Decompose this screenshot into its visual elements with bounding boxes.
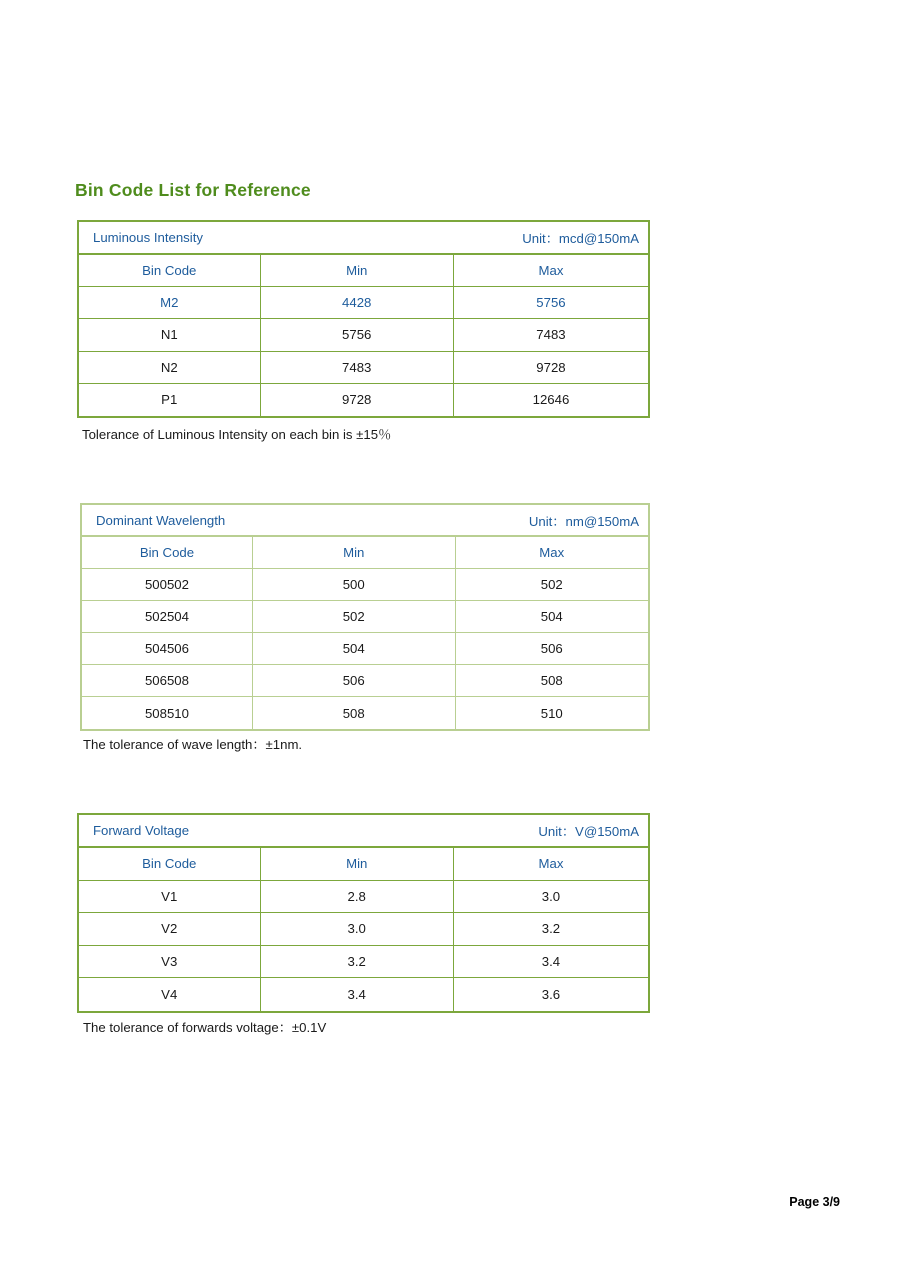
table-cell: 508 [540,673,563,688]
table-cell: 500 [253,569,456,600]
table-unit: Unit：mcd@150mA [522,231,639,246]
page-title: Bin Code List for Reference [75,180,311,200]
column-header: Min [253,537,456,568]
table-unit: Unit：V@150mA [538,824,639,839]
table-cell: 3.2 [261,946,454,978]
table-cell: 510 [540,705,563,721]
table-row [79,319,648,351]
table-cell: 2.8 [261,881,454,913]
table-cell: V2 [79,913,261,945]
table-cell: 5756 [536,295,566,311]
luminous-intensity-table [77,220,650,418]
table-row [79,287,648,319]
table-cell: 506 [540,641,563,656]
column-header: Max [538,856,564,872]
table-row [82,601,648,633]
table-cell: V4 [79,978,261,1011]
table-row [79,946,648,979]
column-header: Min [261,255,454,286]
table-header-row [79,255,648,287]
table-cell: V1 [79,881,261,913]
table-cell: M2 [79,287,261,318]
table-name: Dominant Wavelength [96,512,226,528]
table-cell: 3.0 [541,888,561,904]
forward-voltage-table [77,813,650,1013]
column-header: Bin Code [79,848,261,880]
table-cell: N1 [79,319,261,350]
table-cell: 3.0 [261,913,454,945]
table-name: Forward Voltage [93,823,190,838]
table-cell: 502 [540,577,563,592]
column-header: Max [538,263,564,279]
table-cell: P1 [79,384,261,416]
table-header-row [79,848,648,881]
table-cell: 506508 [82,665,253,696]
dominant-wavelength-table [80,503,650,731]
table-row [79,881,648,914]
table-cell: 3.2 [541,921,561,937]
column-header: Bin Code [82,537,253,568]
table-cell: 9728 [536,359,566,375]
forward-voltage-note: The tolerance of forwards voltage：±0.1V [83,1020,327,1035]
table-cell: 3.4 [541,953,561,969]
table-cell: 3.6 [541,986,561,1002]
table-name: Luminous Intensity [93,230,203,245]
table-cell: 504506 [82,633,253,664]
table-row [82,665,648,697]
table-row [82,633,648,665]
table-title-row [79,815,648,848]
table-unit: Unit：nm@150mA [528,513,639,529]
table-row [79,384,648,416]
table-cell: 4428 [261,287,454,318]
page-number: Page 3/9 [789,1195,840,1209]
table-row [79,352,648,384]
table-cell: 7483 [261,352,454,383]
table-cell: 508 [253,697,456,729]
table-header-row [82,537,648,569]
table-cell: 504 [540,609,563,624]
table-cell: V3 [79,946,261,978]
table-cell: 502504 [82,601,253,632]
column-header: Min [261,848,454,880]
table-cell: 506 [253,665,456,696]
table-row [79,913,648,946]
table-cell: 7483 [536,327,566,343]
table-cell: 500502 [82,569,253,600]
column-header: Max [539,545,565,560]
wavelength-note: The tolerance of wave length：±1nm. [83,737,303,752]
table-cell: 9728 [261,384,454,416]
table-title-row [79,222,648,255]
table-title-row [82,505,648,537]
table-row [82,697,648,729]
table-cell: N2 [79,352,261,383]
table-row [82,569,648,601]
table-cell: 3.4 [261,978,454,1011]
table-cell: 508510 [82,697,253,729]
luminous-intensity-note: Tolerance of Luminous Intensity on each bin is ±15％ [82,427,392,442]
table-cell: 5756 [261,319,454,350]
table-cell: 504 [253,633,456,664]
table-cell: 502 [253,601,456,632]
column-header: Bin Code [79,255,261,286]
table-cell: 12646 [532,392,570,408]
table-row [79,978,648,1011]
